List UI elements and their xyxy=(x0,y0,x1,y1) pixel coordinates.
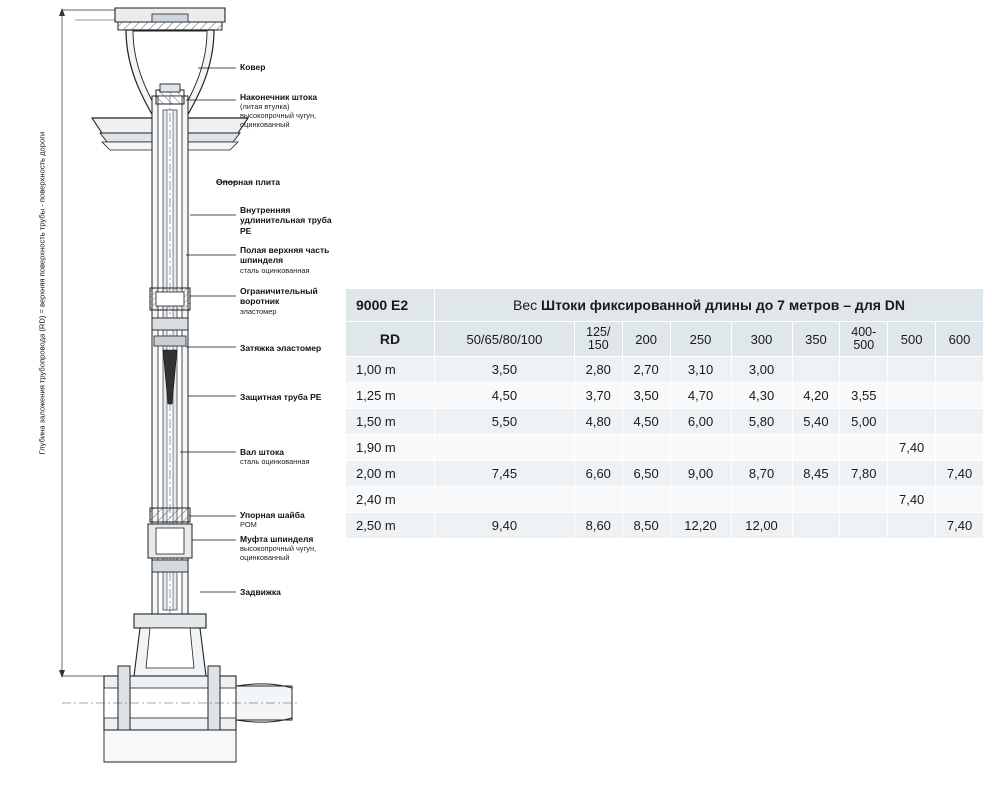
cell xyxy=(840,435,888,461)
col-header-8: 600 xyxy=(936,322,984,357)
callout-base-plate: Опорная плита xyxy=(216,177,280,187)
cell xyxy=(840,487,888,513)
cell: 9,40 xyxy=(435,513,575,539)
spec-table xyxy=(345,288,984,539)
callout-protective-pipe: Защитная труба PE xyxy=(240,392,322,402)
cell: 6,00 xyxy=(670,409,731,435)
cell: 6,60 xyxy=(574,461,622,487)
cell: 2,70 xyxy=(622,357,670,383)
table-row xyxy=(346,513,984,539)
table-body xyxy=(346,357,984,539)
cell xyxy=(435,487,575,513)
cell xyxy=(670,435,731,461)
callout-spindle-tip: Наконечник штока (литая втулка) высокопрочный чугун, оцинкованный xyxy=(240,92,318,130)
cell xyxy=(792,435,840,461)
table-row xyxy=(346,435,984,461)
row-label: 2,40 m xyxy=(346,487,435,513)
cell: 7,40 xyxy=(888,435,936,461)
cell xyxy=(574,487,622,513)
cell: 5,00 xyxy=(840,409,888,435)
col-header-3: 250 xyxy=(670,322,731,357)
col-header-6: 400- 500 xyxy=(840,322,888,357)
depth-axis-label: Глубина заложения трубопровода (RD) = верхняя поверхность трубы - поверхность дороги xyxy=(37,131,47,455)
col-header-4: 300 xyxy=(731,322,792,357)
cell xyxy=(936,383,984,409)
cell xyxy=(888,409,936,435)
cell xyxy=(840,513,888,539)
cell: 7,40 xyxy=(936,461,984,487)
technical-drawing xyxy=(0,0,340,786)
table-header-top xyxy=(346,289,984,322)
cell: 8,60 xyxy=(574,513,622,539)
shaft-coupling xyxy=(148,508,192,572)
col-header-rd: RD xyxy=(346,322,435,357)
cell xyxy=(936,435,984,461)
table-title-light: Вес xyxy=(513,297,542,313)
spec-table-wrap xyxy=(345,288,985,539)
cell: 4,70 xyxy=(670,383,731,409)
cell: 6,50 xyxy=(622,461,670,487)
cell: 8,70 xyxy=(731,461,792,487)
cell: 4,50 xyxy=(622,409,670,435)
table-row xyxy=(346,409,984,435)
cell xyxy=(840,357,888,383)
table-row xyxy=(346,383,984,409)
cell: 3,00 xyxy=(731,357,792,383)
cell: 5,50 xyxy=(435,409,575,435)
table-code: 9000 E2 xyxy=(346,289,435,322)
row-label: 1,50 m xyxy=(346,409,435,435)
cell xyxy=(435,435,575,461)
cell: 2,80 xyxy=(574,357,622,383)
cell: 3,50 xyxy=(435,357,575,383)
cell xyxy=(888,357,936,383)
table-row xyxy=(346,461,984,487)
table-header-columns xyxy=(346,322,984,357)
callout-inner-extension-pipe: Внутренняя удлинительная труба PE xyxy=(240,205,332,236)
cell xyxy=(936,487,984,513)
cell: 12,00 xyxy=(731,513,792,539)
row-label: 2,00 m xyxy=(346,461,435,487)
cell: 5,40 xyxy=(792,409,840,435)
cell: 5,80 xyxy=(731,409,792,435)
cell: 12,20 xyxy=(670,513,731,539)
cell: 4,20 xyxy=(792,383,840,409)
table-title-bold: Штоки фиксированной длины до 7 метров – для DN xyxy=(541,297,905,313)
cell: 3,70 xyxy=(574,383,622,409)
table-row xyxy=(346,487,984,513)
callout-hollow-spindle-top: Полая верхняя часть шпинделя сталь оцинкованная xyxy=(240,245,330,275)
cell xyxy=(936,409,984,435)
cell: 3,50 xyxy=(622,383,670,409)
row-label: 2,50 m xyxy=(346,513,435,539)
gate-valve xyxy=(62,614,300,762)
spindle-cap xyxy=(156,84,184,104)
callout-thrust-washer: Упорная шайба POM xyxy=(240,510,305,530)
cell: 3,55 xyxy=(840,383,888,409)
callout-limiting-collar: Ограничительный воротник эластомер xyxy=(240,286,318,316)
depth-dimension-line xyxy=(59,8,155,678)
cell: 3,10 xyxy=(670,357,731,383)
cell: 7,45 xyxy=(435,461,575,487)
cell: 8,45 xyxy=(792,461,840,487)
callout-shaft: Вал штока сталь оцинкованная xyxy=(240,447,310,467)
cell xyxy=(888,461,936,487)
table-title xyxy=(435,289,984,322)
limiting-collar xyxy=(150,288,190,330)
table-row xyxy=(346,357,984,383)
cell xyxy=(792,357,840,383)
col-header-1: 125/ 150 xyxy=(574,322,622,357)
cell xyxy=(792,513,840,539)
cell: 8,50 xyxy=(622,513,670,539)
row-label: 1,00 m xyxy=(346,357,435,383)
cell xyxy=(792,487,840,513)
cell xyxy=(731,435,792,461)
col-header-2: 200 xyxy=(622,322,670,357)
row-label: 1,90 m xyxy=(346,435,435,461)
cell: 7,80 xyxy=(840,461,888,487)
cell xyxy=(574,435,622,461)
callout-kover: Ковер xyxy=(240,62,266,72)
cell xyxy=(888,513,936,539)
row-label: 1,25 m xyxy=(346,383,435,409)
col-header-0: 50/65/80/100 xyxy=(435,322,575,357)
cell xyxy=(936,357,984,383)
cell: 7,40 xyxy=(936,513,984,539)
cell: 4,30 xyxy=(731,383,792,409)
cell xyxy=(731,487,792,513)
cell xyxy=(622,435,670,461)
callout-elastomer-clamp: Затяжка эластомер xyxy=(240,343,322,353)
cell xyxy=(888,383,936,409)
cell: 7,40 xyxy=(888,487,936,513)
callout-spindle-coupling: Муфта шпинделя высокопрочный чугун, оцинкованный xyxy=(240,534,317,563)
col-header-7: 500 xyxy=(888,322,936,357)
cell: 4,50 xyxy=(435,383,575,409)
cell xyxy=(670,487,731,513)
col-header-5: 350 xyxy=(792,322,840,357)
callout-gate-valve: Задвижка xyxy=(240,587,281,597)
cell xyxy=(622,487,670,513)
cell: 4,80 xyxy=(574,409,622,435)
cell: 9,00 xyxy=(670,461,731,487)
